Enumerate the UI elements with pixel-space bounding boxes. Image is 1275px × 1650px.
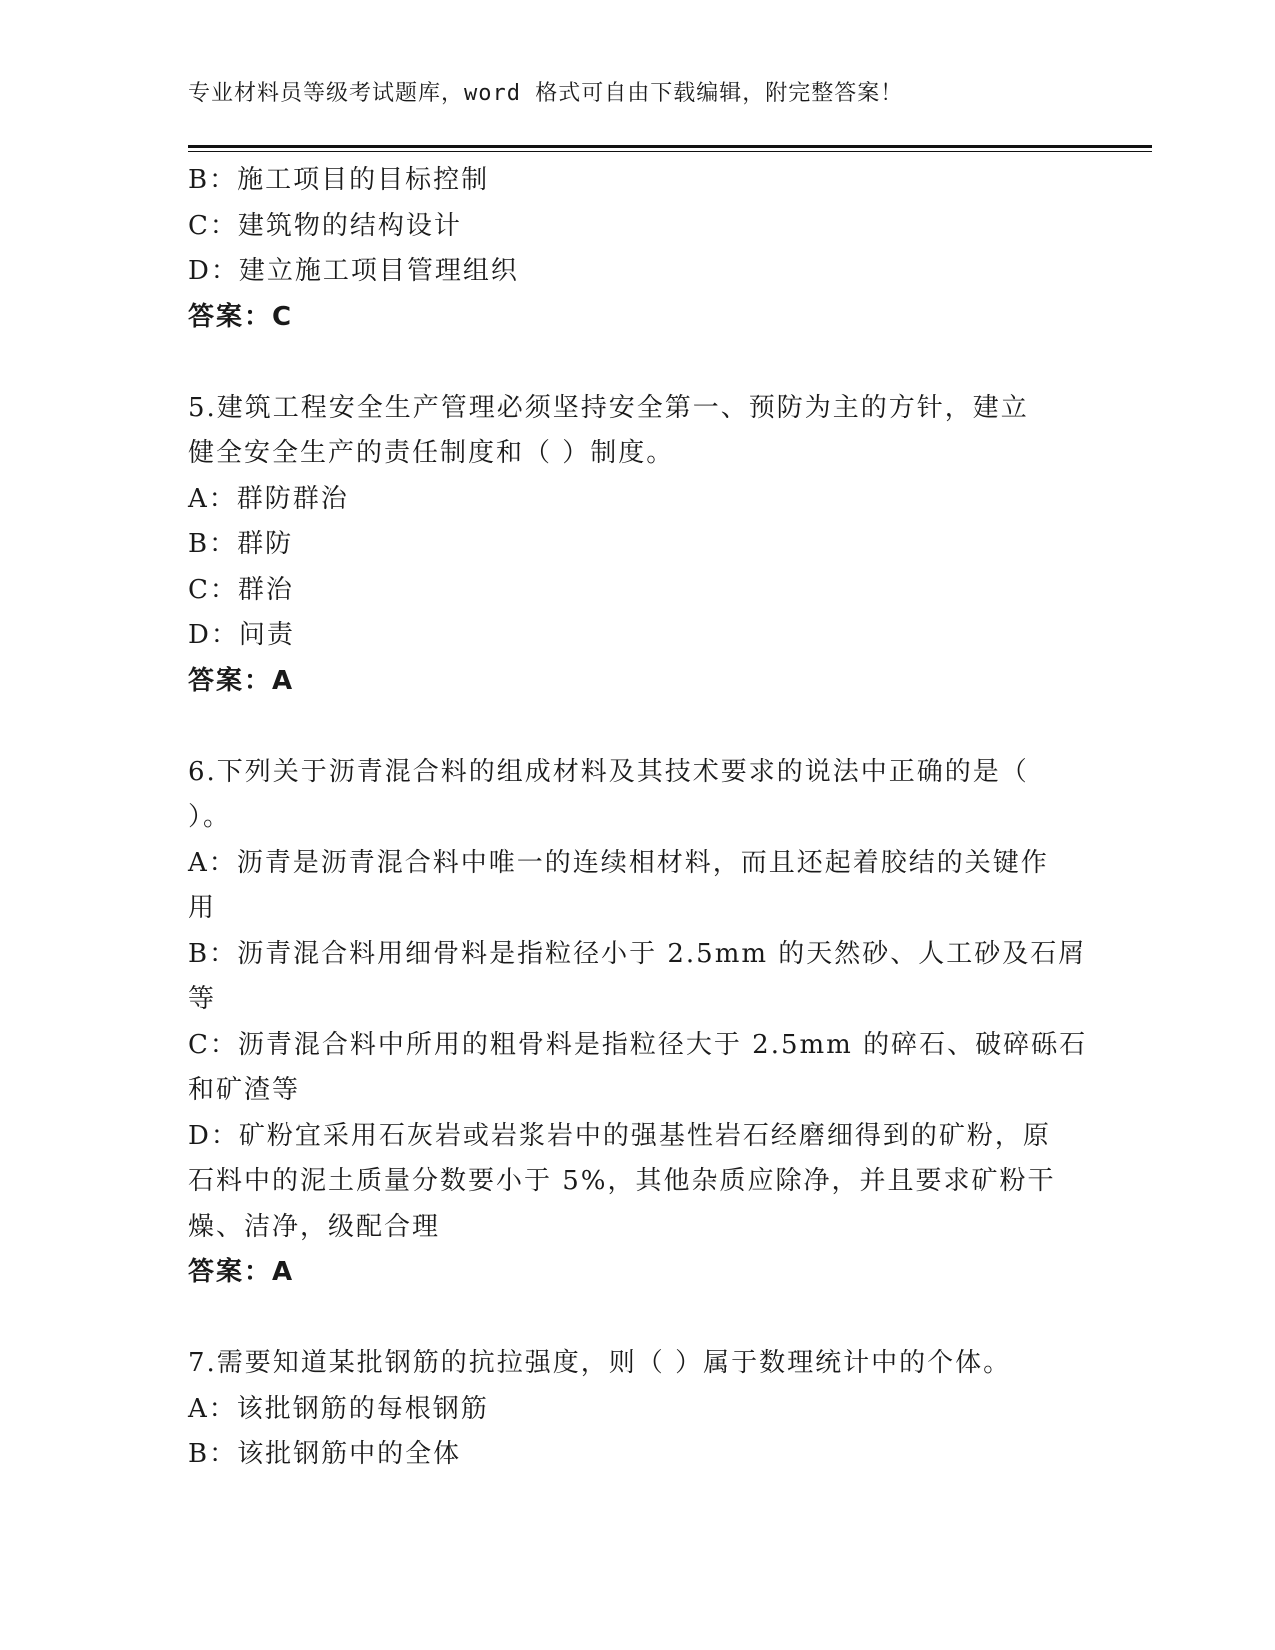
text-line: A：该批钢筋的每根钢筋 (188, 1393, 489, 1424)
paragraph-gap (188, 704, 1088, 750)
text-line: D：建立施工项目管理组织 (188, 256, 519, 286)
question-content (188, 158, 1088, 1478)
text-line: A：沥青是沥青混合料中唯一的连续相材料，而且还起着胶结的关键作 (188, 847, 1049, 878)
text-line: 健全安全生产的责任制度和（ ）制度。 (188, 438, 675, 468)
text-line: 燥、洁净，级配合理 (188, 1211, 441, 1242)
answer-line: 答案：A (188, 1257, 295, 1287)
text-line: 等 (188, 984, 217, 1014)
text-line: A：群防群治 (188, 483, 349, 514)
answer-line: 答案：C (188, 301, 294, 332)
text-line: D：矿粉宜采用石灰岩或岩浆岩中的强基性岩石经磨细得到的矿粉，原 (188, 1120, 1051, 1151)
text-line: 用 (188, 893, 217, 923)
paragraph-gap (188, 340, 1088, 386)
text-line: 和矿渣等 (188, 1075, 301, 1105)
text-line: 石料中的泥土质量分数要小于 5%，其他杂质应除净，并且要求矿粉干 (188, 1166, 1056, 1196)
text-line: 5.建筑工程安全生产管理必须坚持安全第一、预防为主的方针，建立 (188, 392, 1029, 423)
page-header: 专业材料员等级考试题库，word 格式可自由下载编辑，附完整答案！ (188, 81, 904, 106)
text-line: 6.下列关于沥青混合料的组成材料及其技术要求的说法中正确的是（ (188, 756, 1029, 787)
text-line: B：群防 (188, 529, 294, 559)
text-line: B：施工项目的目标控制 (188, 165, 490, 195)
paragraph-gap (188, 1296, 1088, 1342)
text-line: 7.需要知道某批钢筋的抗拉强度，则（ ）属于数理统计中的个体。 (188, 1348, 1012, 1378)
text-line: C：建筑物的结构设计 (188, 210, 462, 241)
text-line: C：群治 (188, 574, 294, 605)
text-line: C：沥青混合料中所用的粗骨料是指粒径大于 2.5mm 的碎石、破碎砾石 (188, 1029, 1088, 1060)
text-line: B：该批钢筋中的全体 (188, 1439, 462, 1469)
text-line: D：问责 (188, 620, 295, 650)
text-line: B：沥青混合料用细骨料是指粒径小于 2.5mm 的天然砂、人工砂及石屑 (188, 938, 1087, 969)
header-rule-thin (188, 151, 1152, 152)
header-rule-thick (188, 145, 1152, 148)
answer-line: 答案：A (188, 665, 295, 696)
text-line: ）。 (188, 802, 232, 832)
